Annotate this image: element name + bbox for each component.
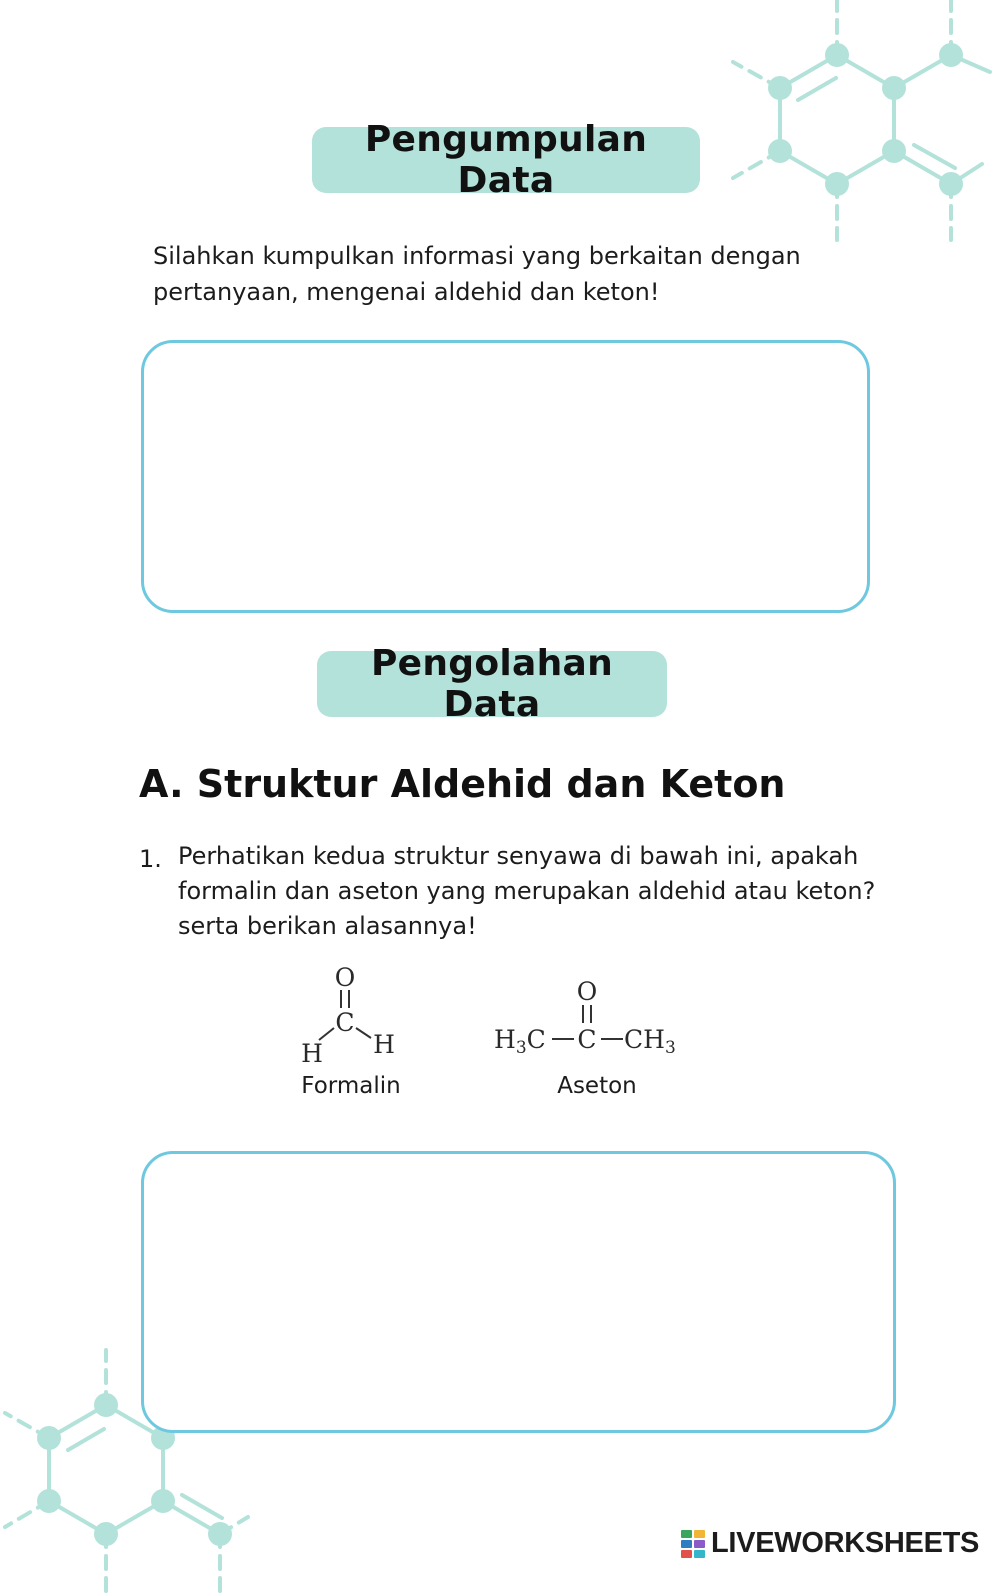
liveworksheets-logo-icon xyxy=(681,1530,705,1558)
question-number: 1. xyxy=(139,845,162,873)
question-text: Perhatikan kedua struktur senyawa di bawah ini, apakah formalin dan aseton yang merupakan aldehid atau keton? serta berikan alasannya! xyxy=(178,842,876,940)
compound-label-aseton: Aseton xyxy=(557,1073,637,1099)
aseton-structure xyxy=(490,975,690,1065)
formalin-atom-c: C xyxy=(335,1008,355,1037)
answer-box-1[interactable] xyxy=(141,340,870,613)
formalin-atom-o: O xyxy=(334,963,356,992)
logo-text: LIVEWORKSHEETS xyxy=(711,1527,980,1559)
aseton-atom-c: C xyxy=(577,1025,597,1054)
liveworksheets-logo[interactable] xyxy=(681,1527,979,1560)
aseton-atom-o: O xyxy=(576,977,598,1006)
compound-label-formalin: Formalin xyxy=(301,1073,401,1099)
formalin-atom-h-right: H xyxy=(373,1030,395,1059)
section-title-pengumpulan: Pengumpulan Data xyxy=(312,127,700,193)
formalin-structure xyxy=(295,962,405,1070)
section-title-pengolahan: Pengolahan Data xyxy=(317,651,667,717)
answer-box-2[interactable] xyxy=(141,1151,896,1433)
aseton-group-right: CH3 xyxy=(624,1025,676,1058)
subheading: A. Struktur Aldehid dan Keton xyxy=(139,762,786,806)
aseton-group-left: H3C xyxy=(494,1025,546,1058)
formalin-atom-h-left: H xyxy=(301,1039,323,1068)
molecule-decoration-top xyxy=(720,0,1000,245)
instruction-text: Silahkan kumpulkan informasi yang berkaitan dengan pertanyaan, mengenai aldehid dan keton! xyxy=(153,242,801,306)
